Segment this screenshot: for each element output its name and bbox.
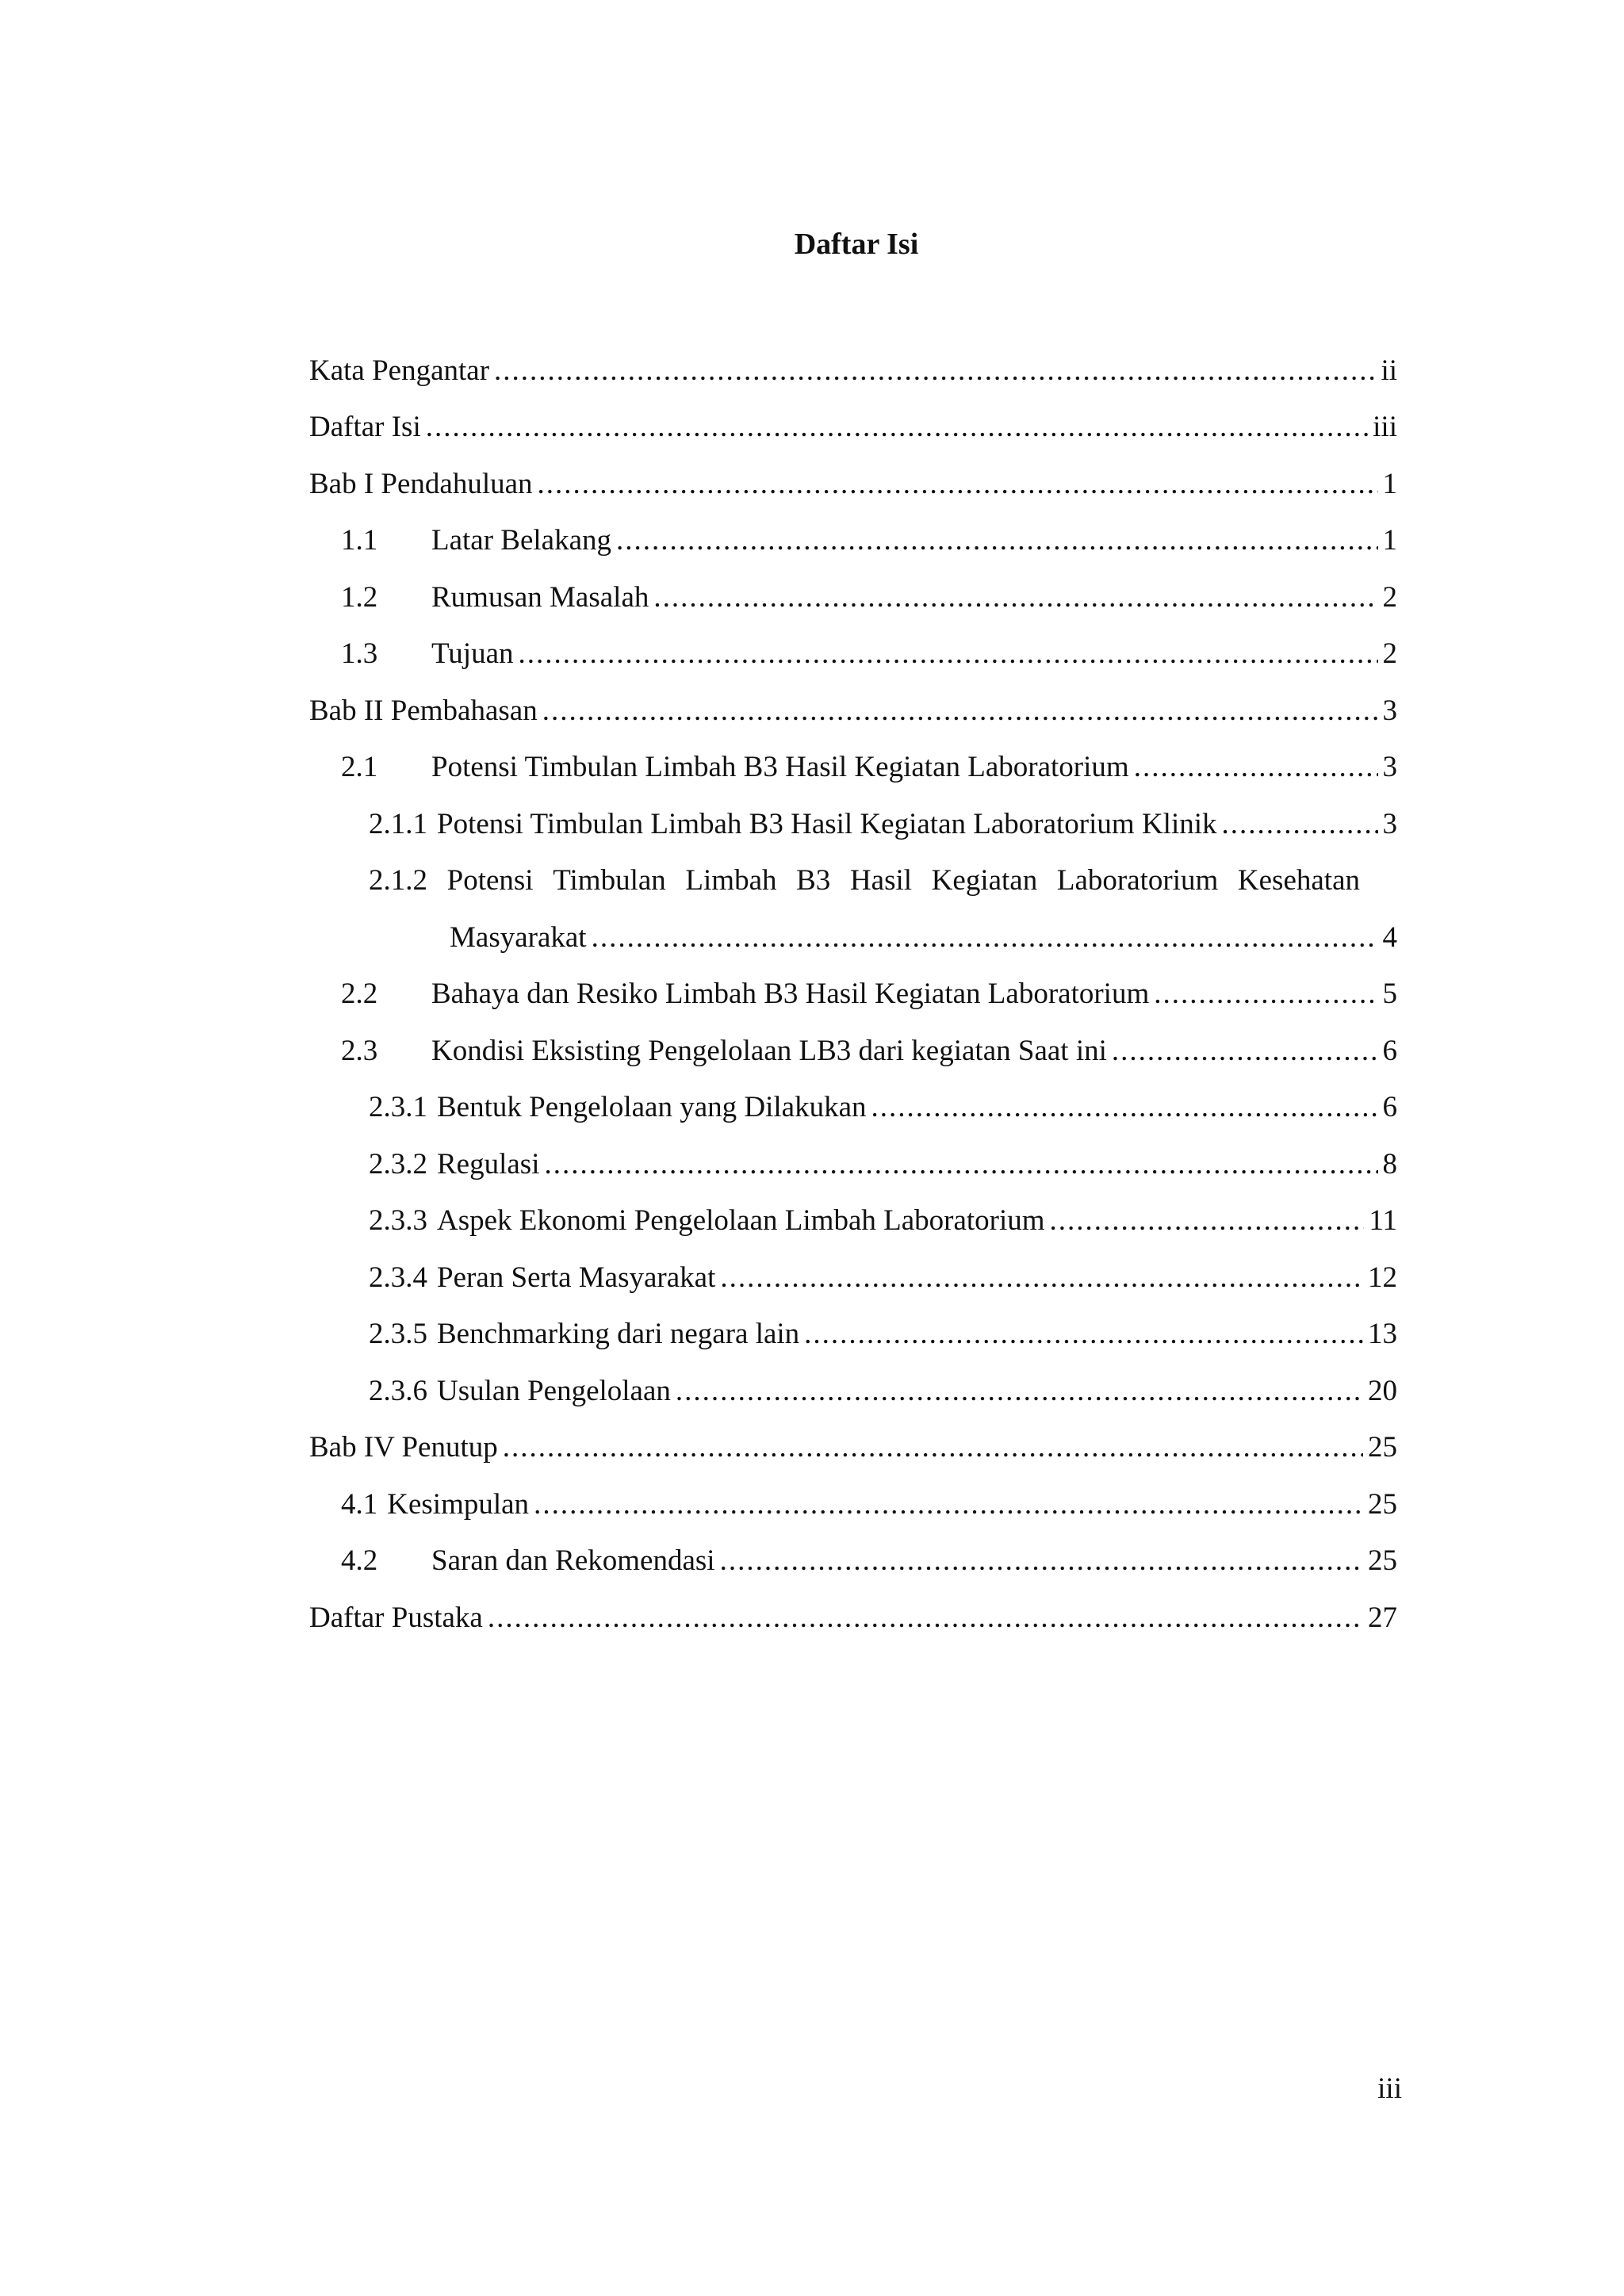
toc-entry-label: Bab IV Penutup: [309, 1431, 498, 1464]
toc-entry-page: 6: [1382, 1034, 1397, 1067]
toc-entry-number: 2.2: [341, 978, 378, 1011]
dot-leader: [542, 691, 1378, 731]
dot-leader: [503, 1428, 1363, 1468]
toc-entry-1-3[interactable]: [309, 626, 1397, 683]
toc-entry-page: 3: [1382, 807, 1397, 840]
toc-entry-page: 1: [1382, 467, 1397, 500]
toc-entry-number: 2.1.2: [369, 864, 427, 897]
toc-entry-kata-pengantar[interactable]: [309, 342, 1397, 400]
toc-entry-number: 1.1: [341, 524, 378, 557]
toc-entry-2-1-1[interactable]: [309, 796, 1397, 853]
toc-entry-word: Timbulan: [553, 864, 666, 897]
toc-entry-label: Tujuan: [431, 637, 514, 671]
toc-entry-label: Bahaya dan Resiko Limbah B3 Hasil Kegiatan Laboratorium: [431, 978, 1150, 1011]
toc-entry-bab-ii[interactable]: [309, 683, 1397, 740]
dot-leader: [544, 1145, 1377, 1184]
toc-entry-label: Kesimpulan: [387, 1487, 530, 1521]
toc-entry-label: Saran dan Rekomendasi: [431, 1544, 715, 1578]
toc-entry-2-3-5[interactable]: [309, 1307, 1397, 1364]
toc-entry-label: Masyarakat: [450, 920, 587, 954]
dot-leader: [1112, 1031, 1378, 1071]
toc-entry-number: 2.3.5: [369, 1318, 427, 1351]
toc-entry-page: 13: [1368, 1318, 1397, 1351]
toc-entry-label: Daftar Isi: [309, 411, 421, 444]
toc-entry-label: Aspek Ekonomi Pengelolaan Limbah Laboratorium: [437, 1204, 1045, 1238]
toc-entry-2-1-2-continuation[interactable]: [309, 909, 1397, 966]
table-of-contents: [309, 342, 1397, 1647]
toc-entry-page: 1: [1382, 524, 1397, 557]
toc-entry-number: 2.3.3: [369, 1204, 427, 1238]
toc-entry-page: 2: [1382, 637, 1397, 671]
toc-entry-label: Peran Serta Masyarakat: [437, 1261, 716, 1294]
toc-entry-2-3[interactable]: [309, 1023, 1397, 1080]
dot-leader: [519, 634, 1378, 674]
dot-leader: [592, 918, 1378, 958]
toc-entry-1-2[interactable]: [309, 569, 1397, 626]
toc-entry-label: Latar Belakang: [431, 524, 612, 557]
toc-entry-page: 6: [1382, 1091, 1397, 1124]
dot-leader: [1154, 974, 1377, 1014]
toc-entry-number: 2.3.4: [369, 1261, 427, 1294]
toc-entry-page: 25: [1368, 1431, 1397, 1464]
toc-entry-word: Hasil: [849, 864, 913, 897]
toc-entry-label: Potensi Timbulan Limbah B3 Hasil Kegiatan Laboratorium: [431, 751, 1129, 784]
dot-leader: [1134, 748, 1378, 787]
toc-entry-page: 3: [1382, 694, 1397, 727]
toc-entry-bab-i[interactable]: [309, 456, 1397, 513]
dot-leader: [1222, 805, 1378, 844]
toc-entry-page: 3: [1382, 751, 1397, 784]
toc-entry-word: Potensi: [446, 864, 534, 897]
toc-entry-2-1-2[interactable]: [309, 853, 1397, 910]
toc-entry-page: 27: [1368, 1601, 1397, 1634]
dot-leader: [676, 1372, 1363, 1411]
toc-entry-label: Usulan Pengelolaan: [437, 1374, 671, 1407]
toc-entry-number: 2.3.6: [369, 1374, 427, 1407]
dot-leader: [616, 521, 1377, 561]
toc-entry-1-1[interactable]: [309, 513, 1397, 570]
toc-entry-4-2[interactable]: [309, 1533, 1397, 1590]
toc-entry-word: Limbah: [685, 864, 777, 897]
toc-entry-2-3-2[interactable]: [309, 1136, 1397, 1193]
toc-entry-label-justified: [369, 861, 1360, 901]
toc-entry-page: 5: [1382, 978, 1397, 1011]
toc-entry-page: 25: [1368, 1544, 1397, 1578]
dot-leader: [1050, 1201, 1365, 1241]
page-title: Daftar Isi: [794, 228, 919, 261]
toc-entry-label: Kondisi Eksisting Pengelolaan LB3 dari kegiatan Saat ini: [431, 1034, 1107, 1067]
dot-leader: [494, 351, 1376, 391]
dot-leader: [653, 578, 1377, 618]
toc-entry-word: Laboratorium: [1056, 864, 1219, 897]
toc-entry-2-3-1[interactable]: [309, 1080, 1397, 1137]
toc-entry-page: ii: [1381, 354, 1397, 387]
toc-entry-label: Regulasi: [437, 1147, 540, 1181]
toc-entry-page: 8: [1382, 1147, 1397, 1181]
toc-entry-page: 2: [1382, 580, 1397, 614]
toc-entry-number: 4.1: [341, 1487, 378, 1521]
toc-entry-label: Kata Pengantar: [309, 354, 490, 387]
toc-entry-label: Rumusan Masalah: [431, 580, 649, 614]
dot-leader: [804, 1314, 1363, 1354]
toc-entry-page: 12: [1368, 1261, 1397, 1294]
toc-entry-4-1[interactable]: [309, 1476, 1397, 1533]
toc-entry-word: Kesehatan: [1237, 864, 1360, 897]
toc-entry-bab-iv[interactable]: [309, 1420, 1397, 1477]
toc-entry-2-3-3[interactable]: [309, 1193, 1397, 1250]
toc-entry-number: 2.3: [341, 1034, 378, 1067]
toc-entry-page: 20: [1368, 1374, 1397, 1407]
toc-entry-page: 25: [1368, 1487, 1397, 1521]
toc-entry-daftar-pustaka[interactable]: [309, 1590, 1397, 1647]
toc-entry-daftar-isi[interactable]: [309, 400, 1397, 457]
toc-entry-word: B3: [796, 864, 831, 897]
dot-leader: [534, 1485, 1363, 1525]
toc-entry-label: Bentuk Pengelolaan yang Dilakukan: [437, 1091, 867, 1124]
toc-entry-number: 2.1: [341, 751, 378, 784]
toc-entry-number: 1.2: [341, 580, 378, 614]
dot-leader: [720, 1258, 1363, 1298]
toc-entry-label: Daftar Pustaka: [309, 1601, 483, 1634]
toc-entry-label: Bab II Pembahasan: [309, 694, 538, 727]
toc-entry-word: Kegiatan: [931, 864, 1038, 897]
dot-leader: [871, 1088, 1378, 1127]
toc-entry-2-3-4[interactable]: [309, 1249, 1397, 1307]
toc-entry-number: 2.1.1: [369, 807, 427, 840]
dot-leader: [720, 1541, 1363, 1581]
toc-entry-2-2[interactable]: [309, 966, 1397, 1024]
toc-entry-2-3-6[interactable]: [309, 1363, 1397, 1420]
toc-entry-label: Potensi Timbulan Limbah B3 Hasil Kegiatan Laboratorium Klinik: [437, 807, 1217, 840]
dot-leader: [488, 1598, 1363, 1638]
page-number-footer: iii: [1377, 2072, 1402, 2105]
toc-entry-label: Bab I Pendahuluan: [309, 467, 533, 500]
toc-entry-number: 2.3.2: [369, 1147, 427, 1181]
dot-leader: [426, 408, 1368, 447]
toc-entry-number: 2.3.1: [369, 1091, 427, 1124]
toc-entry-label: Benchmarking dari negara lain: [437, 1318, 800, 1351]
toc-entry-page: iii: [1373, 411, 1397, 444]
toc-entry-2-1[interactable]: [309, 740, 1397, 797]
toc-entry-number: 4.2: [341, 1544, 378, 1578]
toc-entry-number: 1.3: [341, 637, 378, 671]
dot-leader: [538, 465, 1378, 504]
toc-entry-page: 4: [1382, 920, 1397, 954]
toc-entry-page: 11: [1369, 1204, 1397, 1238]
